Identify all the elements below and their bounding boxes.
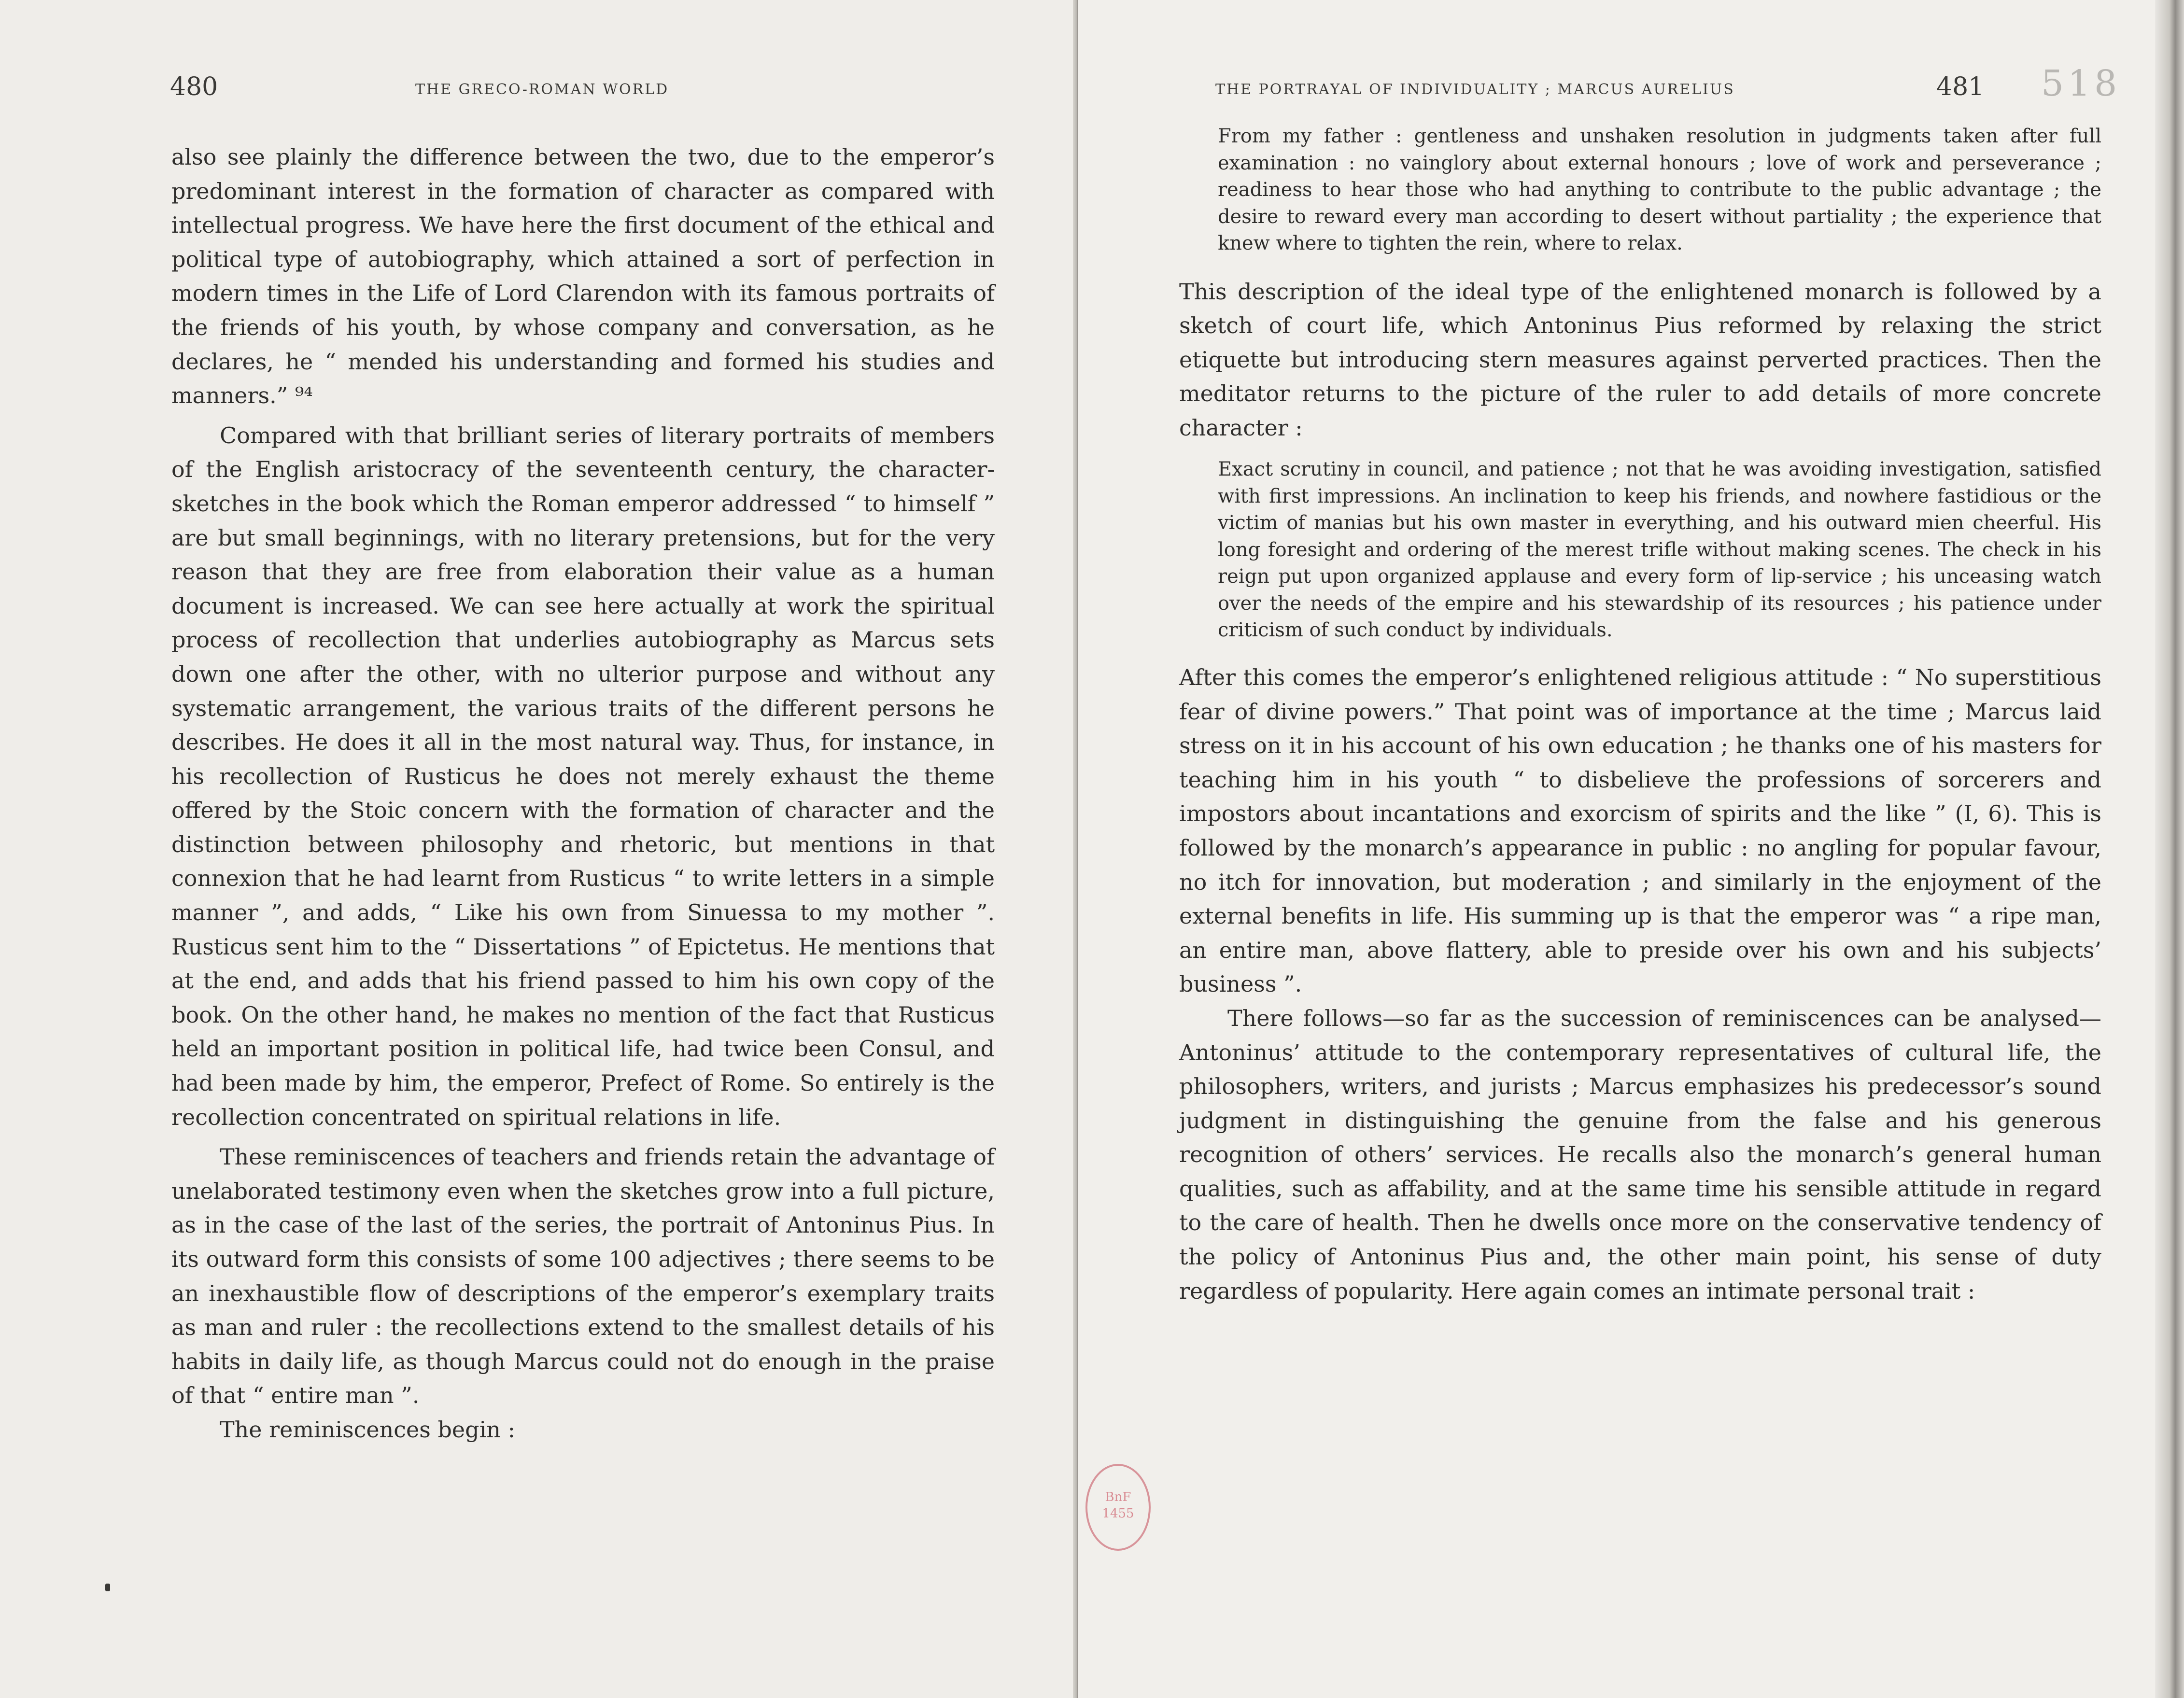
- library-stamp: BnF 1455: [1085, 1464, 1151, 1551]
- right-paragraph-3: There follows—so far as the succession of reminiscences can be analysed—Antoninus’ attitude to the contemporary representatives of cultural life, the philosophers, writers, and jurists ; Marcus emphasizes his predecessor’s sound judgment in distinguishing the genuine from the false and his generous recognition of others’ services. He recalls also the monarch’s general human qualities, such as affability, and at the same time his sensible attitude in regard to the care of health. Then he dwells once more on the conservative tendency of the policy of Antoninus Pius and, the other main point, his sense of duty regardless of popularity. Here again comes an intimate personal trait :: [1179, 1005, 2101, 1304]
- left-page-number: 480: [170, 72, 218, 101]
- left-text-column: [171, 140, 995, 1447]
- right-quote-2: Exact scrutiny in council, and patience ; not that he was avoiding investigation, satisfied with first impressions. An inclination to keep his friends, and nowhere fastidious or the victim of manias but his own master in everything, and his outward mien cheerful. His long foresight and ordering of the merest trifle without making scenes. The check in his reign put upon organized applause and every form of lip-service ; his unceasing watch over the needs of the empire and his stewardship of its resources ; his patience under criticism of such conduct by individuals.: [1218, 458, 2101, 642]
- right-paragraph-2: After this comes the emperor’s enlightened religious attitude : “ No superstitious fear of divine powers.” That point was of importance at the time ; Marcus laid stress on it in his account of his own education ; he thanks one of his masters for teaching him in his youth “ to disbelieve the professions of sorcerers and impostors about incantations and exorcism of spirits and the like ” (I, 6). This is followed by the monarch’s appearance in public : no angling for popular favour, no itch for innovation, but moderation ; and similarly in the enjoyment of the external benefits in life. His summing up is that the emperor was “ a ripe man, an entire man, above flattery, able to preside over his own and his subjects’ business ”.: [1179, 664, 2101, 997]
- page-edge: [2155, 0, 2184, 1698]
- left-paragraph-4: The reminiscences begin :: [220, 1416, 516, 1443]
- ink-speck: [105, 1584, 110, 1591]
- left-page: [0, 0, 1078, 1698]
- folio-stamp-number: 518: [2041, 63, 2121, 104]
- right-page: [1078, 0, 2184, 1698]
- right-text-column: [1179, 123, 2101, 1308]
- left-paragraph-1: also see plainly the difference between the two, due to the emperor’s predominant interest in the formation of character as compared with intellectual progress. We have here the first document of the ethical and political type of autobiography, which attained a sort of perfection in modern times in the Life of Lord Clarendon with its famous portraits of the friends of his youth, by whose company and conversation, as he declares, he “ mended his understanding and formed his studies and manners.” ⁹⁴: [171, 144, 995, 409]
- left-paragraph-2: Compared with that brilliant series of literary portraits of members of the English aristocracy of the seventeenth century, the character-sketches in the book which the Roman emperor addressed “ to himself ” are but small beginnings, with no literary pretensions, but for the very reason that they are free from elaboration their value as a human document is increased. We can see here actually at work the spiritual process of recollection that underlies autobiography as Marcus sets down one after the other, with no ulterior purpose and without any systematic arrangement, the various traits of the different persons he describes. He does it all in the most natural way. Thus, for instance, in his recollection of Rusticus he does not merely exhaust the theme offered by the Stoic concern with the formation of character and the distinction between philosophy and rhetoric, but mentions in that connexion that he had learnt from Rusticus “ to write letters in a simple manner ”, and adds, “ Like his own from Sinuessa to my mother ”. Rusticus sent him to the “ Dissertations ” of Epictetus. He mentions that at the end, and adds that his friend passed to him his own copy of the book. On the other hand, he makes no mention of the fact that Rusticus held an important position in political life, had twice been Consul, and had been made by him, the emperor, Prefect of Rome. So entirely is the recollection concentrated on spiritual relations in life.: [171, 422, 995, 1130]
- left-running-head: THE GRECO-ROMAN WORLD: [415, 81, 669, 98]
- right-page-number: 481: [1936, 72, 1985, 101]
- left-paragraph-3: These reminiscences of teachers and friends retain the advantage of unelaborated testimony even when the sketches grow into a full picture, as in the case of the last of the series, the portrait of Antoninus Pius. In its outward form this consists of some 100 adjectives ; there seems to be an inexhaustible flow of descriptions of the emperor’s exemplary traits as man and ruler : the recollections extend to the smallest details of his habits in daily life, as though Marcus could not do enough in the praise of that “ entire man ”.: [171, 1144, 995, 1409]
- right-quote-1: From my father : gentleness and unshaken resolution in judgments taken after full examination : no vainglory about external honours ; love of work and perseverance ; readiness to hear those who had anything to contribute to the public advantage ; the desire to reward every man according to desert without partiality ; the experience that knew where to tighten the rein, where to relax.: [1218, 125, 2101, 254]
- right-running-head: THE PORTRAYAL OF INDIVIDUALITY ; MARCUS AURELIUS: [1215, 81, 1735, 98]
- right-paragraph-1: This description of the ideal type of the enlightened monarch is followed by a sketch of court life, which Antoninus Pius reformed by relaxing the strict etiquette but introducing stern measures against perverted practices. Then the meditator returns to the picture of the ruler to add details of more concrete character :: [1179, 278, 2101, 441]
